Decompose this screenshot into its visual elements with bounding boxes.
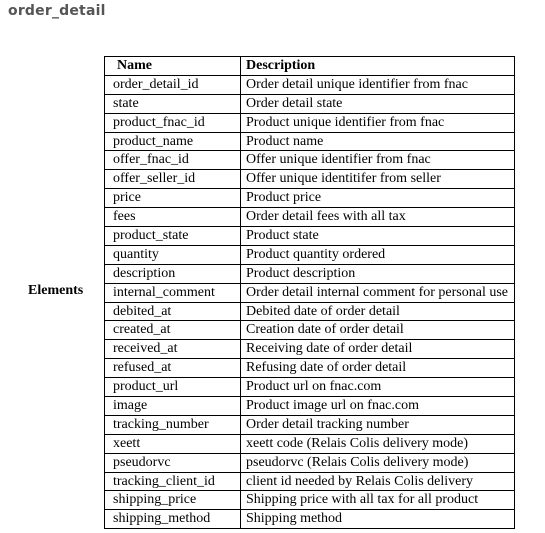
element-name-cell: internal_comment — [105, 283, 241, 302]
element-description-cell: Product unique identifier from fnac — [241, 113, 515, 132]
table-row — [105, 434, 515, 453]
table-row — [105, 264, 515, 283]
element-description-cell: Shipping method — [241, 510, 515, 529]
element-name-cell: shipping_price — [105, 491, 241, 510]
table-row — [105, 208, 515, 227]
element-name-cell: product_url — [105, 378, 241, 397]
table-row — [105, 75, 515, 94]
element-name-cell: product_name — [105, 132, 241, 151]
table-body — [105, 75, 515, 528]
table-row — [105, 302, 515, 321]
element-description-cell: Creation date of order detail — [241, 321, 515, 340]
element-description-cell: Debited date of order detail — [241, 302, 515, 321]
element-name-cell: shipping_method — [105, 510, 241, 529]
element-name-cell: received_at — [105, 340, 241, 359]
element-name-cell: pseudorvc — [105, 453, 241, 472]
element-description-cell: Shipping price with all tax for all product — [241, 491, 515, 510]
element-description-cell: Receiving date of order detail — [241, 340, 515, 359]
element-description-cell: Order detail unique identifier from fnac — [241, 75, 515, 94]
element-name-cell: product_fnac_id — [105, 113, 241, 132]
element-name-cell: refused_at — [105, 359, 241, 378]
table-row — [105, 113, 515, 132]
elements-table — [104, 56, 515, 529]
element-name-cell: debited_at — [105, 302, 241, 321]
table-row — [105, 151, 515, 170]
element-name-cell: quantity — [105, 245, 241, 264]
element-name-cell: fees — [105, 208, 241, 227]
element-description-cell: Product description — [241, 264, 515, 283]
table-row — [105, 132, 515, 151]
element-description-cell: pseudorvc (Relais Colis delivery mode) — [241, 453, 515, 472]
table-row — [105, 359, 515, 378]
element-description-cell: Order detail state — [241, 94, 515, 113]
element-description-cell: Order detail internal comment for personal use — [241, 283, 515, 302]
element-description-cell: Product image url on fnac.com — [241, 397, 515, 416]
table-row — [105, 321, 515, 340]
table-row — [105, 472, 515, 491]
name-column-header: Name — [105, 57, 241, 76]
element-name-cell: created_at — [105, 321, 241, 340]
element-description-cell: Product price — [241, 189, 515, 208]
elements-label: Elements — [28, 283, 84, 298]
description-column-header: Description — [241, 57, 515, 76]
table-row — [105, 245, 515, 264]
table-header-row — [105, 57, 515, 76]
element-description-cell: Product state — [241, 227, 515, 246]
table-row — [105, 453, 515, 472]
element-description-cell: Refusing date of order detail — [241, 359, 515, 378]
table-row — [105, 491, 515, 510]
element-description-cell: Product url on fnac.com — [241, 378, 515, 397]
element-description-cell: client id needed by Relais Colis delivery — [241, 472, 515, 491]
element-name-cell: tracking_client_id — [105, 472, 241, 491]
table-row — [105, 378, 515, 397]
element-description-cell: Order detail tracking number — [241, 415, 515, 434]
element-name-cell: price — [105, 189, 241, 208]
table-row — [105, 397, 515, 416]
element-description-cell: Order detail fees with all tax — [241, 208, 515, 227]
element-description-cell: Offer unique identitifer from seller — [241, 170, 515, 189]
table-row — [105, 340, 515, 359]
table-row — [105, 227, 515, 246]
element-name-cell: order_detail_id — [105, 75, 241, 94]
element-name-cell: product_state — [105, 227, 241, 246]
table-row — [105, 283, 515, 302]
element-description-cell: xeett code (Relais Colis delivery mode) — [241, 434, 515, 453]
element-description-cell: Offer unique identifier from fnac — [241, 151, 515, 170]
element-name-cell: description — [105, 264, 241, 283]
page-title: order_detail — [8, 3, 106, 19]
element-name-cell: tracking_number — [105, 415, 241, 434]
element-name-cell: offer_fnac_id — [105, 151, 241, 170]
element-name-cell: offer_seller_id — [105, 170, 241, 189]
table-row — [105, 189, 515, 208]
table-row — [105, 94, 515, 113]
table-row — [105, 510, 515, 529]
element-name-cell: image — [105, 397, 241, 416]
element-name-cell: state — [105, 94, 241, 113]
element-description-cell: Product quantity ordered — [241, 245, 515, 264]
element-name-cell: xeett — [105, 434, 241, 453]
table-row — [105, 415, 515, 434]
table-row — [105, 170, 515, 189]
element-description-cell: Product name — [241, 132, 515, 151]
